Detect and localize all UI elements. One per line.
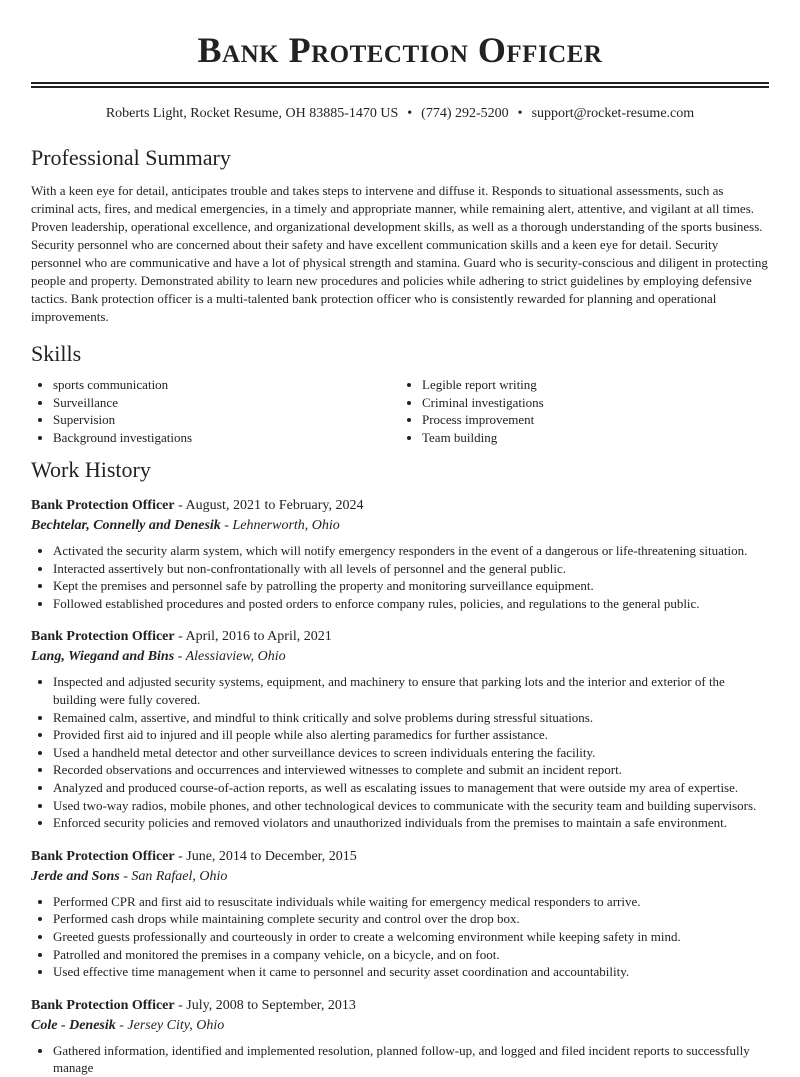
job-bullets [31, 1042, 769, 1077]
summary-text: With a keen eye for detail, anticipates trouble and takes steps to intervene and diffuse it. Responds to situational assessments, such as criminal acts, fires, and medical emergencies, in a timely and appropriate manner, while remaining alert, attentive, and vigilant at all times. Proven leadership, operational excellence, and organizational development skills, as well as a thorough understanding of the sports business. Security personnel who are concerned about their safety and have excellent communication skills and a keen eye for detail. Security personnel who are communicative and have a lot of physical strength and stamina. Guard who is security-conscious and diligent in protecting people and property. Demonstrated ability to learn new procedures and policies while adhering to strict guidelines by employing defensive tactics. Bank protection officer is a multi-talented bank protection officer who is consistently rewarded for planning and operational improvements. [31, 183, 768, 324]
contact-email: support@rocket-resume.com [531, 106, 695, 121]
contact-address: Roberts Light, Rocket Resume, OH 83885-1470 US [105, 106, 399, 121]
skills-list [31, 376, 769, 446]
job-bullet: • Kept the premises and personnel safe by patrolling the property and monitoring surveillance equipment. [53, 577, 769, 595]
job-company-line [31, 867, 769, 887]
contact-separator: • [517, 106, 523, 121]
skill-item: • Legible report writing [422, 376, 769, 394]
work-history-heading: Work History [31, 457, 151, 482]
job-bullet: • Activated the security alarm system, which will notify emergency responders in the event of a dangerous or life-threatening situation. [53, 542, 769, 560]
skills-heading: Skills [31, 341, 82, 366]
skill-item: • sports communication [53, 376, 400, 394]
job-bullet: • Performed CPR and first aid to resuscitate individuals while waiting for emergency medical responders to arrive. [53, 893, 769, 911]
skill-item: • Background investigations [53, 429, 400, 447]
job-header [31, 496, 769, 516]
job-bullet: • Enforced security policies and removed violators and unauthorized individuals from the premises to maintain a safe environment. [53, 814, 769, 832]
job-dates: - June, 2014 to December, 2015 [174, 848, 357, 864]
job-header [31, 996, 769, 1016]
job-location: - Lehnerworth, Ohio [220, 518, 340, 533]
job-entry [31, 627, 769, 831]
job-location: - Jersey City, Ohio [115, 1017, 225, 1033]
job-role: Bank Protection Officer [31, 629, 175, 645]
skill-item: • Supervision [53, 411, 400, 429]
resume-title: Bank Protection Officer [197, 30, 603, 70]
job-bullets [31, 542, 769, 612]
job-bullet: • Recorded observations and occurrences and interviewed witnesses to complete and submit an incident report. [53, 761, 769, 779]
job-bullet: • Used effective time management when it came to personnel and security asset coordination and accountability. [53, 963, 769, 981]
job-entry [31, 847, 769, 981]
job-bullet: • Used a handheld metal detector and other surveillance devices to screen individuals entering the facility. [53, 744, 769, 762]
job-company: Jerde and Sons [31, 868, 120, 884]
job-company-line [31, 647, 769, 667]
job-company-line [31, 516, 769, 536]
title-double-rule [31, 82, 769, 88]
job-entry [31, 996, 769, 1077]
skills-column-left [31, 376, 400, 446]
skill-item: • Surveillance [53, 394, 400, 412]
job-bullet: • Greeted guests professionally and courteously in order to create a welcoming environment while keeping safety in mind. [53, 928, 769, 946]
job-header [31, 627, 769, 647]
job-bullet: • Used two-way radios, mobile phones, and other technological devices to communicate with the security team and building supervisors. [53, 797, 769, 815]
job-bullets [31, 673, 769, 831]
job-bullet: • Followed established procedures and posted orders to enforce company rules, policies, and regulations to the general public. [53, 595, 769, 613]
job-company-line [31, 1016, 769, 1036]
job-role: Bank Protection Officer [31, 498, 175, 513]
job-company: Cole - Denesik [31, 1017, 116, 1033]
job-bullet: • Patrolled and monitored the premises in a company vehicle, on a bicycle, and on foot. [53, 946, 769, 964]
job-dates: - April, 2016 to April, 2021 [174, 629, 332, 645]
job-bullet: • Remained calm, assertive, and mindful to think critically and solve problems during stressful situations. [53, 709, 769, 727]
job-header [31, 847, 769, 867]
contact-phone: (774) 292-5200 [421, 106, 509, 121]
job-bullet: • Performed cash drops while maintaining complete security and control over the drop box. [53, 910, 769, 928]
skills-column-right [400, 376, 769, 446]
job-bullet: • Interacted assertively but non-confrontationally with all levels of personnel and the general public. [53, 560, 769, 578]
job-bullet: • Gathered information, identified and implemented resolution, planned follow-up, and logged and filed incident reports to successfully manage [53, 1042, 769, 1077]
job-company: Bechtelar, Connelly and Denesik [31, 518, 221, 533]
skill-item: • Process improvement [422, 411, 769, 429]
contact-separator: • [407, 106, 413, 121]
job-entry [31, 496, 769, 612]
skill-item: • Criminal investigations [422, 394, 769, 412]
job-location: - Alessiaview, Ohio [174, 649, 286, 665]
job-dates: - July, 2008 to September, 2013 [174, 997, 356, 1013]
job-bullet: • Analyzed and produced course-of-action reports, as well as escalating issues to management that were outside my area of expertise. [53, 779, 769, 797]
job-role: Bank Protection Officer [31, 848, 175, 864]
job-company: Lang, Wiegand and Bins [31, 649, 175, 665]
job-bullets [31, 893, 769, 981]
job-location: - San Rafael, Ohio [119, 868, 228, 884]
job-bullet: • Provided first aid to injured and ill people while also alerting paramedics for further assistance. [53, 726, 769, 744]
job-dates: - August, 2021 to February, 2024 [174, 498, 364, 513]
contact-line [31, 104, 769, 124]
summary-heading: Professional Summary [31, 145, 231, 170]
job-role: Bank Protection Officer [31, 997, 175, 1013]
skill-item: • Team building [422, 429, 769, 447]
job-bullet: • Inspected and adjusted security systems, equipment, and machinery to ensure that parking lots and the interior and exterior of the building were fully covered. [53, 673, 769, 708]
